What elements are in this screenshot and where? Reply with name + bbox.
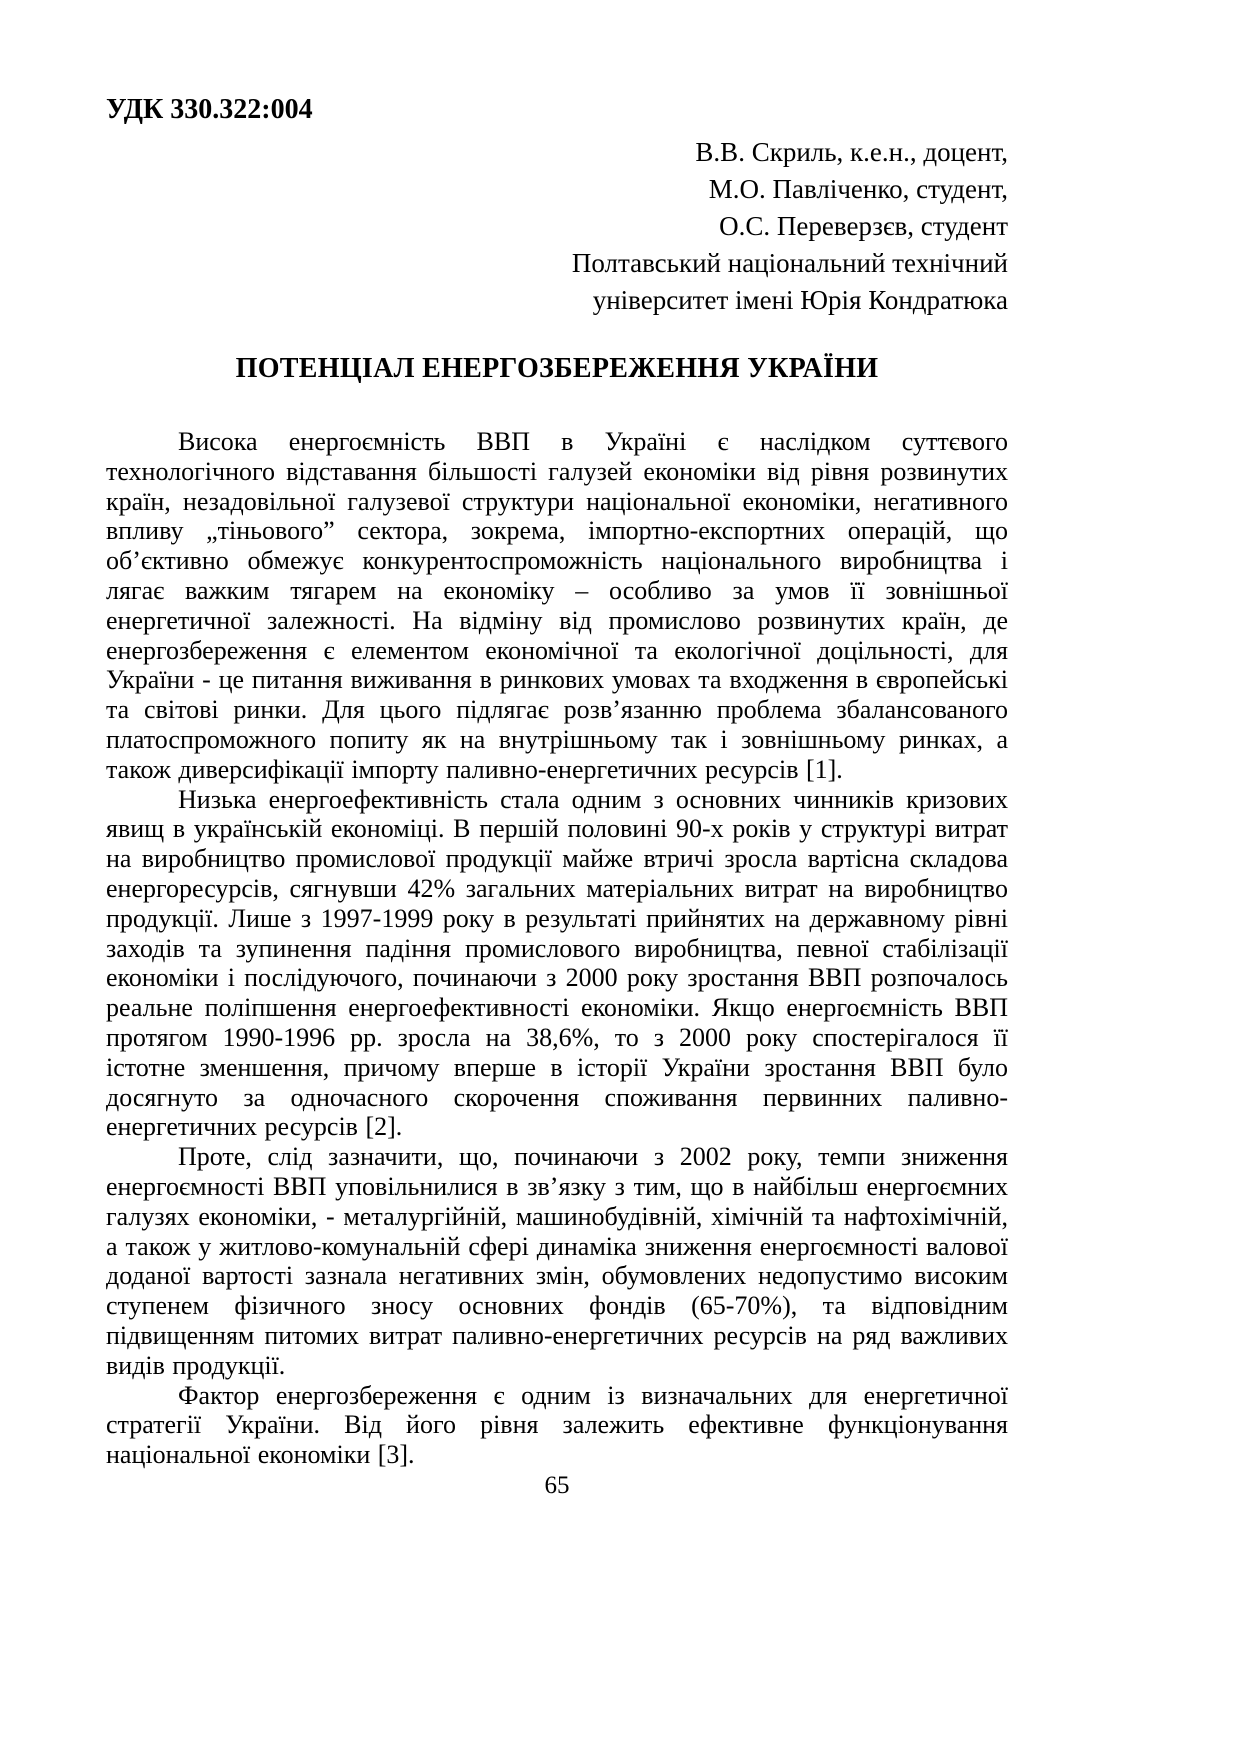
udc-code: УДК 330.322:004 (106, 94, 313, 125)
article-body (106, 427, 1008, 1470)
page-number: 65 (544, 1472, 570, 1499)
author-block (106, 134, 1008, 319)
paragraph: Висока енергоємність ВВП в Україні є наслідком суттєвого технологічного відставання більшості галузей економіки від рівня розвинутих країн, незадовільної галузевої структури національної економіки, негативного впливу „тіньового” сектора, зокрема, імпортно-експортних операцій, що об’єктивно обмежує конкурентоспроможність національного виробництва і лягає важким тягарем на економіку – особливо за умов її зовнішньої енергетичної залежності. На відміну від промислово розвинутих країн, де енергозбереження є елементом економічної та екологічної доцільності, для України - це питання виживання в ринкових умовах та входження в європейські та світові ринки. Для цього підлягає розв’язанню проблема збалансованого платоспроможного попиту як на внутрішньому так і зовнішньому ринках, а також диверсифікації імпорту паливно-енергетичних ресурсів [1]. (106, 427, 1008, 784)
paragraph: Низька енергоефективність стала одним з основних чинників кризових явищ в українській економіці. В першій половині 90-х років у структурі витрат на виробництво промислової продукції майже втричі зросла вартісна складова енергоресурсів, сягнувши 42% загальних матеріальних витрат на виробництво продукції. Лише з 1997-1999 року в результаті прийнятих на державному рівні заходів та зупинення падіння промислового виробництва, певної стабілізації економіки і послідуючого, починаючи з 2000 року зростання ВВП розпочалось реальне поліпшення енергоефективності економіки. Якщо енергоємність ВВП протягом 1990-1996 рр. зросла на 38,6%, то з 2000 року спостерігалося її істотне зменшення, причому вперше в історії України зростання ВВП було досягнуто за одночасного скорочення споживання первинних паливно-енергетичних ресурсів [2]. (106, 784, 1008, 1142)
author-line: М.О. Павліченко, студент, (708, 174, 1008, 204)
author-line: О.С. Переверзєв, студент (719, 211, 1008, 241)
author-line: В.В. Скриль, к.е.н., доцент, (695, 137, 1008, 167)
affiliation-line: університет імені Юрія Кондратюка (592, 285, 1008, 315)
paragraph: Фактор енергозбереження є одним із визначальних для енергетичної стратегії України. Від його рівня залежить ефективне функціонування національної економіки [3]. (106, 1380, 1008, 1470)
paper-title: ПОТЕНЦІАЛ ЕНЕРГОЗБЕРЕЖЕННЯ УКРАЇНИ (235, 353, 879, 384)
paragraph: Проте, слід зазначити, що, починаючи з 2002 року, темпи зниження енергоємності ВВП уповільнилися в зв’язку з тим, що в найбільш енергоємних галузях економіки, - металургійній, машинобудівній, хімічній та нафтохімічній, а також у житлово-комунальній сфері динаміка зниження енергоємності валової доданої вартості зазнала негативних змін, обумовлених недопустимо високим ступенем фізичного зносу основних фондів (65-70%), та відповідним підвищенням питомих витрат паливно-енергетичних ресурсів на ряд важливих видів продукції. (106, 1142, 1008, 1380)
affiliation-line: Полтавський національний технічний (571, 248, 1008, 278)
